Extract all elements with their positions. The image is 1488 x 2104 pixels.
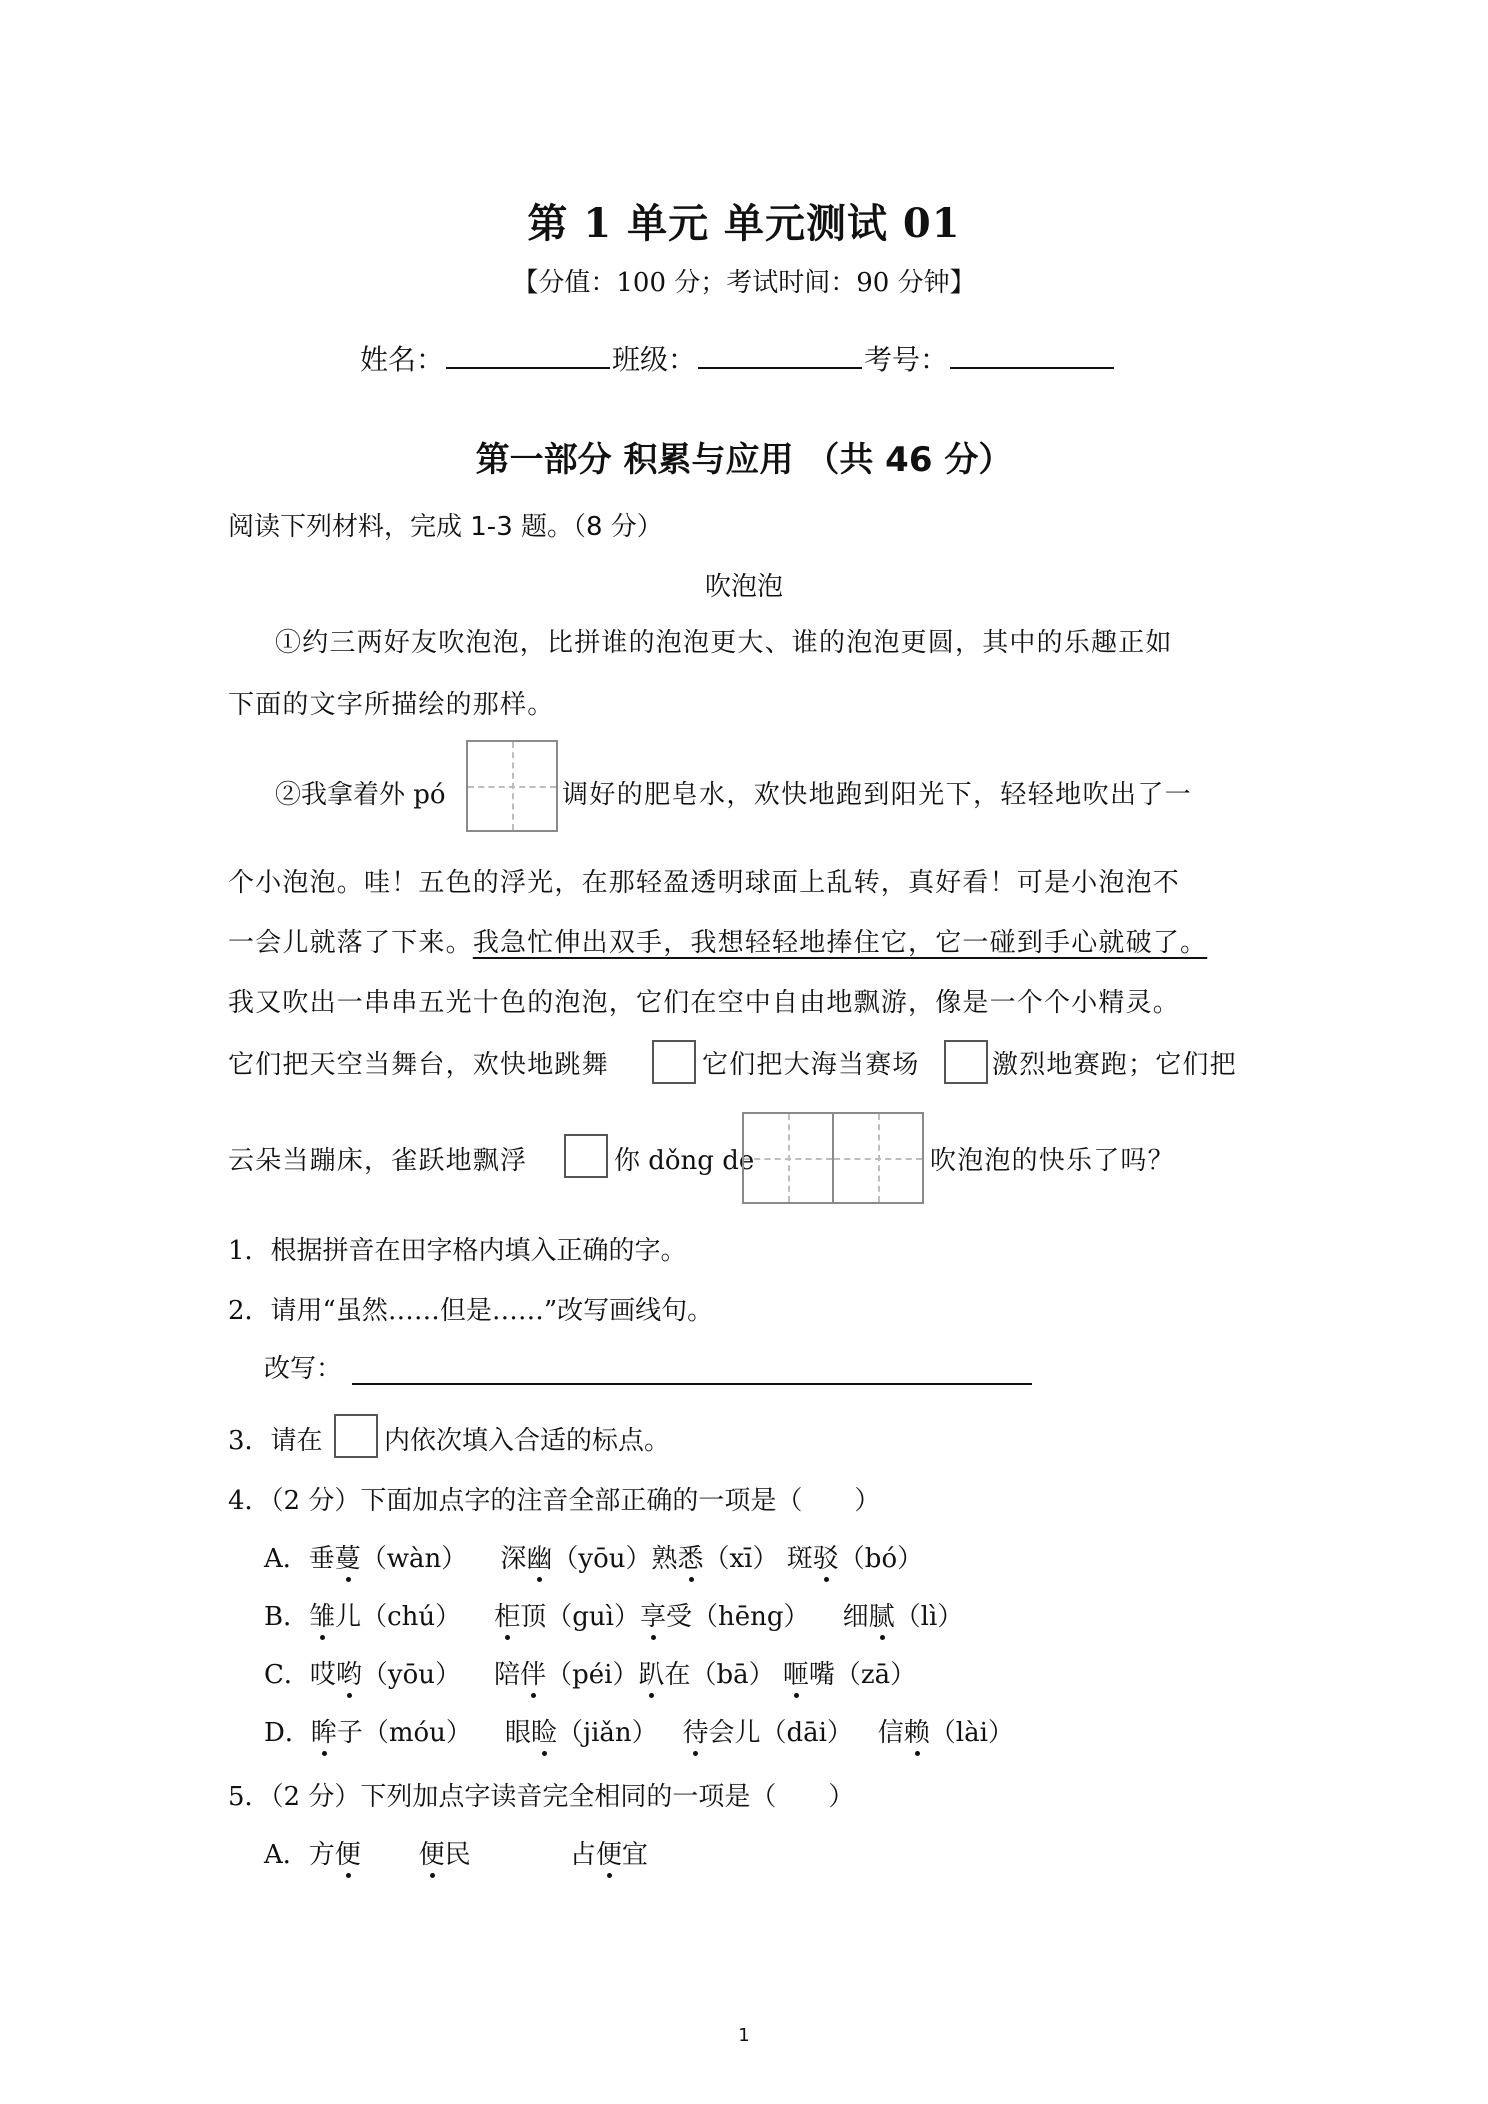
exam-info: 【分值：100 分；考试时间：90 分钟】 (512, 268, 976, 298)
underlined-sentence: 我急忙伸出双手，我想轻轻地捧住它，它一碰到手心就破了。 (472, 928, 1208, 958)
page-number: 1 (738, 2025, 750, 2046)
question-3-text: 内依次填入合适的标点。 (384, 1426, 671, 1456)
tianzige-grid[interactable] (742, 1112, 834, 1204)
question-3: 3．请在 (228, 1426, 323, 1456)
passage-text: 一会儿就落了下来。 (228, 928, 473, 958)
name-label: 姓名： (360, 343, 445, 376)
punctuation-box[interactable] (652, 1040, 696, 1084)
passage-line: 调好的肥皂水，欢快地跑到阳光下，轻轻地吹出了一 (562, 780, 1193, 810)
reading-instruction: 阅读下列材料，完成 1-3 题。（8 分） (228, 512, 663, 542)
number-label: 考号： (864, 343, 949, 376)
passage-line (228, 922, 1207, 959)
section-heading: 第一部分 积累与应用 （共 46 分） (475, 440, 1013, 480)
tianzige-grid[interactable] (466, 740, 558, 832)
rewrite-label: 改写： (264, 1354, 343, 1384)
number-blank[interactable] (950, 341, 1114, 369)
passage-line: 激烈地赛跑；它们把 (992, 1050, 1237, 1080)
passage-line: 它们把天空当舞台，欢快地跳舞 (228, 1050, 609, 1080)
passage-title: 吹泡泡 (704, 572, 783, 602)
option-d[interactable]: D．眸子（móu） 眼睑（jiǎn） 待会儿（dāi） 信赖（lài） (264, 1718, 1014, 1748)
question-5: 5．（2 分）下列加点字读音完全相同的一项是（ ） (228, 1782, 855, 1812)
passage-line: 它们把大海当赛场 (702, 1050, 920, 1080)
page-title: 第 1 单元 单元测试 01 (527, 200, 961, 247)
passage-line: 下面的文字所描绘的那样。 (228, 690, 555, 720)
question-1: 1．根据拼音在田字格内填入正确的字。 (228, 1236, 687, 1266)
option-c[interactable]: C．哎哟（yōu） 陪伴（péi）趴在（bā） 咂嘴（zā） (264, 1660, 917, 1690)
option-b[interactable]: B．雏儿（chú） 柜顶（guì）享受（hēng） 细腻（lì） (264, 1602, 964, 1632)
rewrite-answer-line[interactable] (352, 1383, 1032, 1385)
punctuation-box[interactable] (334, 1414, 378, 1458)
passage-line: ①约三两好友吹泡泡，比拼谁的泡泡更大、谁的泡泡更圆，其中的乐趣正如 (275, 628, 1173, 658)
passage-line: 吹泡泡的快乐了吗？ (930, 1146, 1175, 1176)
passage-line: 云朵当蹦床，雀跃地飘浮 (228, 1146, 528, 1176)
punctuation-box[interactable] (564, 1134, 608, 1178)
option-a[interactable]: A．方便 便民 占便宜 (264, 1840, 648, 1870)
passage-line: 你 dǒng de (614, 1146, 755, 1176)
option-a[interactable]: A．垂蔓（wàn） 深幽（yōu）熟悉（xī） 斑驳（bó） (264, 1544, 924, 1574)
student-info-row (360, 338, 1116, 378)
punctuation-box[interactable] (944, 1040, 988, 1084)
passage-line: 我又吹出一串串五光十色的泡泡，它们在空中自由地飘游，像是一个个小精灵。 (228, 988, 1181, 1018)
passage-line: ②我拿着外 pó (275, 780, 446, 810)
question-4: 4．（2 分）下面加点字的注音全部正确的一项是（ ） (228, 1486, 881, 1516)
question-2: 2．请用“虽然……但是……”改写画线句。 (228, 1296, 714, 1326)
class-label: 班级： (612, 343, 697, 376)
class-blank[interactable] (698, 341, 862, 369)
passage-line: 个小泡泡。哇！五色的浮光，在那轻盈透明球面上乱转，真好看！可是小泡泡不 (228, 868, 1181, 898)
tianzige-grid[interactable] (832, 1112, 924, 1204)
name-blank[interactable] (446, 341, 610, 369)
